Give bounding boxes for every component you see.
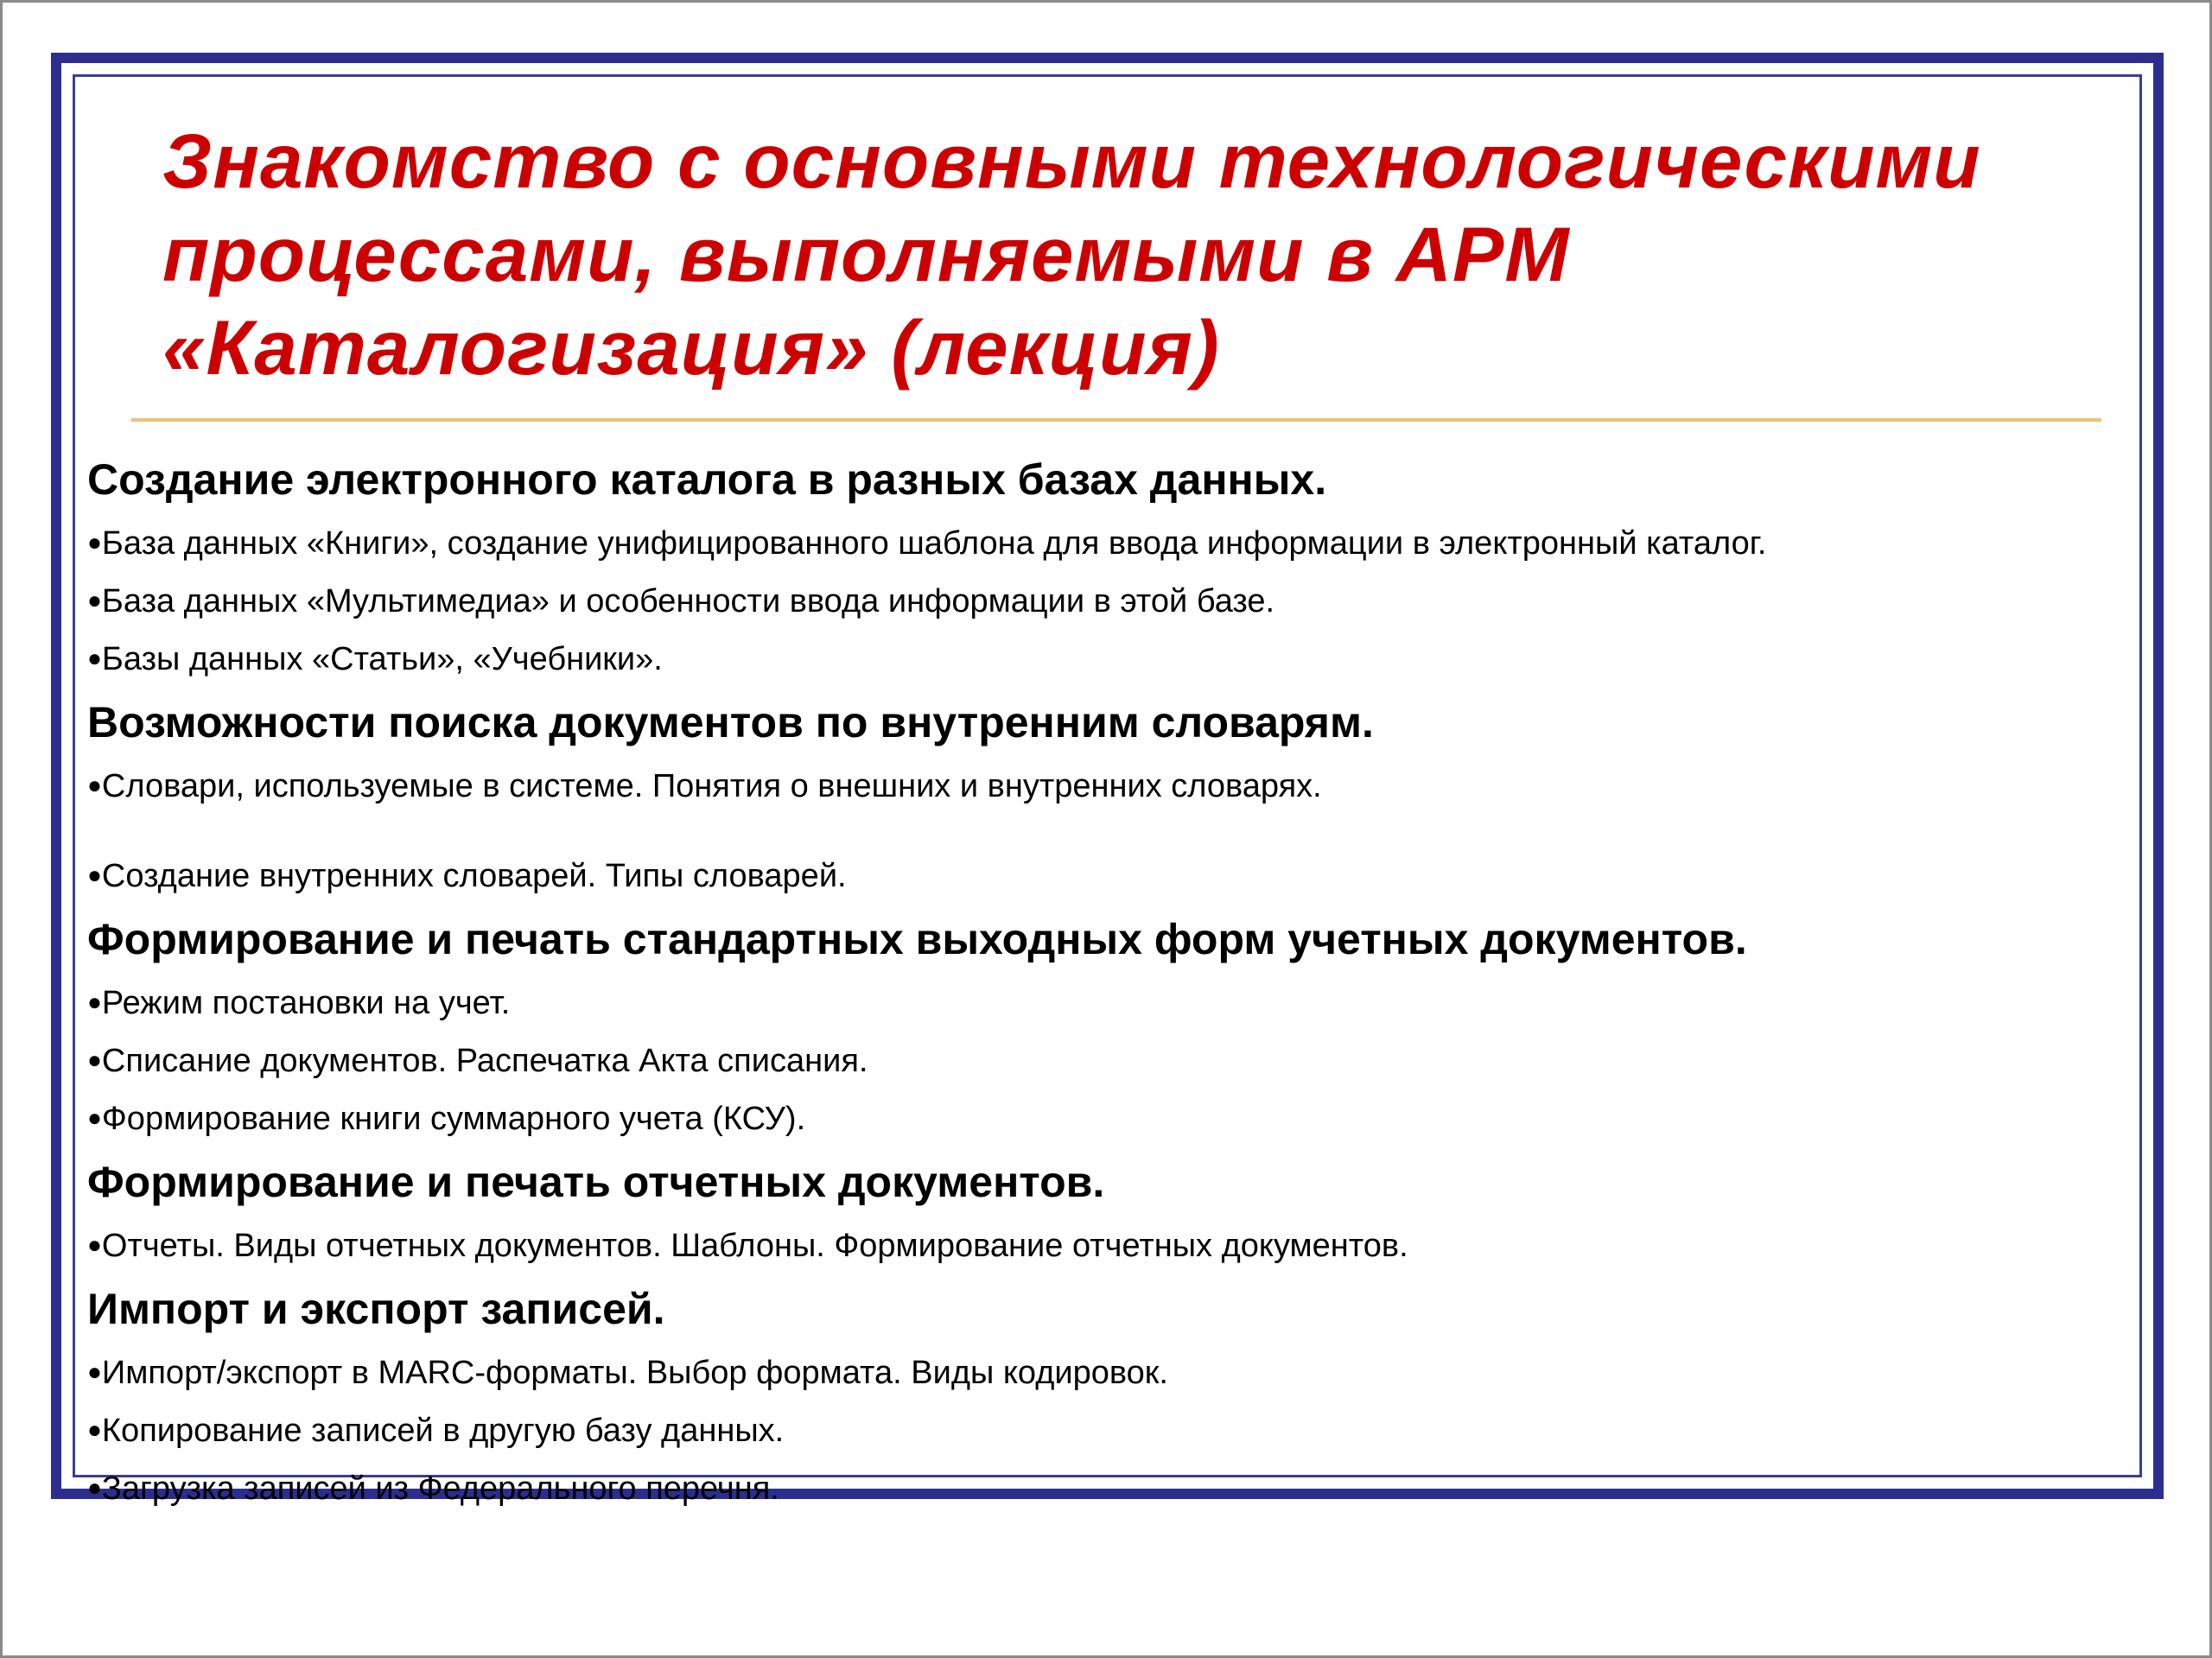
list-item bbox=[87, 1459, 2118, 1517]
list-item-text: Импорт/экспорт в MARC-форматы. Выбор формата. Виды кодировок. bbox=[101, 1355, 1168, 1391]
list-item-text: Загрузка записей из Федерального перечня. bbox=[101, 1471, 779, 1507]
section-import-export bbox=[87, 1274, 2118, 1517]
list-item-text: Словари, используемые в системе. Понятия о внешних и внутренних словарях. bbox=[101, 768, 1322, 804]
title-divider bbox=[131, 418, 2101, 422]
section-heading: Возможности поиска документов по внутренним словарям. bbox=[87, 698, 1374, 746]
list-item bbox=[87, 1089, 2118, 1147]
bullet-list bbox=[87, 1217, 2118, 1274]
bullet-icon: ● bbox=[87, 988, 102, 1015]
section-heading: Формирование и печать стандартных выходных форм учетных документов. bbox=[87, 915, 1747, 963]
section-catalog-creation bbox=[87, 445, 2118, 688]
list-item-text: Создание внутренних словарей. Типы словарей. bbox=[101, 858, 847, 894]
section-standard-forms bbox=[87, 905, 2118, 1147]
bullet-icon: ● bbox=[87, 1358, 102, 1385]
bullet-icon: ● bbox=[87, 645, 102, 671]
list-item bbox=[87, 514, 2118, 572]
section-heading: Формирование и печать отчетных документов. bbox=[87, 1158, 1105, 1206]
list-item bbox=[87, 1401, 2118, 1459]
list-item bbox=[87, 1032, 2118, 1089]
section-reports bbox=[87, 1147, 2118, 1274]
list-item bbox=[87, 974, 2118, 1032]
bullet-list bbox=[87, 974, 2118, 1147]
list-item-text: Отчеты. Виды отчетных документов. Шаблоны. Формирование отчетных документов. bbox=[101, 1228, 1408, 1264]
section-heading: Импорт и экспорт записей. bbox=[87, 1285, 665, 1333]
list-item bbox=[87, 1217, 2118, 1274]
title-line-2: процессами, выполняемыми в АРМ bbox=[162, 211, 1570, 297]
bullet-icon: ● bbox=[87, 1104, 102, 1131]
list-item bbox=[87, 630, 2118, 688]
list-item bbox=[87, 847, 2118, 905]
list-item-text: Копирование записей в другую базу данных. bbox=[101, 1413, 785, 1449]
title-line-3: «Каталогизация» (лекция) bbox=[162, 304, 1220, 391]
bullet-icon: ● bbox=[87, 1046, 102, 1073]
list-item-text: Базы данных «Статьи», «Учебники». bbox=[101, 641, 663, 677]
bullet-icon: ● bbox=[87, 529, 102, 556]
list-item bbox=[87, 1344, 2118, 1401]
title-line-1: Знакомство с основными технологическими bbox=[162, 118, 1981, 204]
section-heading: Создание электронного каталога в разных базах данных. bbox=[87, 455, 1327, 504]
list-item-text: Режим постановки на учет. bbox=[101, 985, 511, 1021]
list-item-text: Формирование книги суммарного учета (КСУ). bbox=[101, 1101, 806, 1137]
bullet-icon: ● bbox=[87, 861, 102, 888]
slide-body bbox=[87, 445, 2118, 1517]
bullet-icon: ● bbox=[87, 1231, 102, 1258]
bullet-icon: ● bbox=[87, 1416, 102, 1443]
list-item bbox=[87, 572, 2118, 630]
list-item bbox=[87, 757, 2118, 815]
bullet-list bbox=[87, 1344, 2118, 1517]
list-item-text: База данных «Книги», создание унифицированного шаблона для ввода информации в электронный каталог. bbox=[101, 525, 1767, 562]
bullet-icon: ● bbox=[87, 587, 102, 613]
bullet-icon: ● bbox=[87, 1474, 102, 1501]
list-item-text: Списание документов. Распечатка Акта списания. bbox=[101, 1043, 868, 1079]
bullet-list bbox=[87, 757, 2118, 905]
list-item-text: База данных «Мультимедиа» и особенности ввода информации в этой базе. bbox=[101, 583, 1275, 619]
bullet-list bbox=[87, 514, 2118, 688]
bullet-icon: ● bbox=[87, 772, 102, 798]
slide-title bbox=[162, 114, 2063, 394]
section-dictionary-search bbox=[87, 688, 2118, 905]
